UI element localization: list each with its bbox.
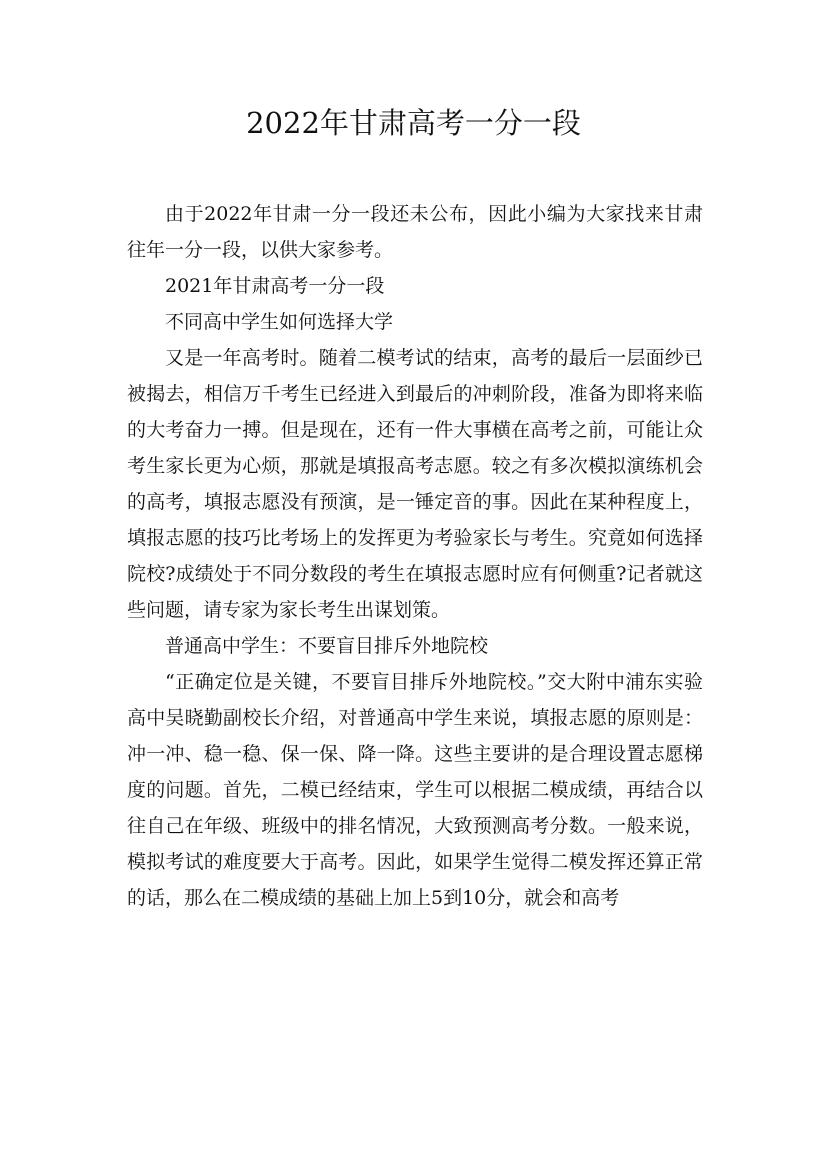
document-body (127, 196, 703, 916)
subheading-ordinary-students: 普通高中学生：不要盲目排斥外地院校 (165, 635, 489, 657)
body-paragraph: “正确定位是关键，不要盲目排斥外地院校。”交大附中浦东实验高中吴晓勤副校长介绍，对普通高中学生来说，填报志愿的原则是：冲一冲、稳一稳、保一保、降一降。这些主要讲的是合理设置志愿梯度的问题。首先，二模已经结束，学生可以根据二模成绩，再结合以往自己在年级、班级中的排名情况，大致预测高考分数。一般来说，模拟考试的难度要大于高考。因此，如果学生觉得二模发挥还算正常的话，那么在二模成绩的基础上加上5到10分，就会和高考 (127, 671, 703, 909)
subheading-choose-university: 不同高中学生如何选择大学 (165, 311, 394, 333)
subheading-2021: 2021年甘肃高考一分一段 (165, 275, 385, 297)
body-paragraph: 又是一年高考时。随着二模考试的结束，高考的最后一层面纱已被揭去，相信万千考生已经进入到最后的冲刺阶段，准备为即将来临的大考奋力一搏。但是现在，还有一件大事横在高考之前，可能让众考生家长更为心烦，那就是填报高考志愿。较之有多次模拟演练机会的高考，填报志愿没有预演，是一锤定音的事。因此在某种程度上，填报志愿的技巧比考场上的发挥更为考验家长与考生。究竟如何选择院校?成绩处于不同分数段的考生在填报志愿时应有何侧重?记者就这些问题，请专家为家长考生出谋划策。 (127, 347, 703, 621)
intro-paragraph: 由于2022年甘肃一分一段还未公布，因此小编为大家找来甘肃往年一分一段，以供大家参考。 (127, 203, 703, 261)
document-title: 2022年甘肃高考一分一段 (246, 106, 581, 140)
